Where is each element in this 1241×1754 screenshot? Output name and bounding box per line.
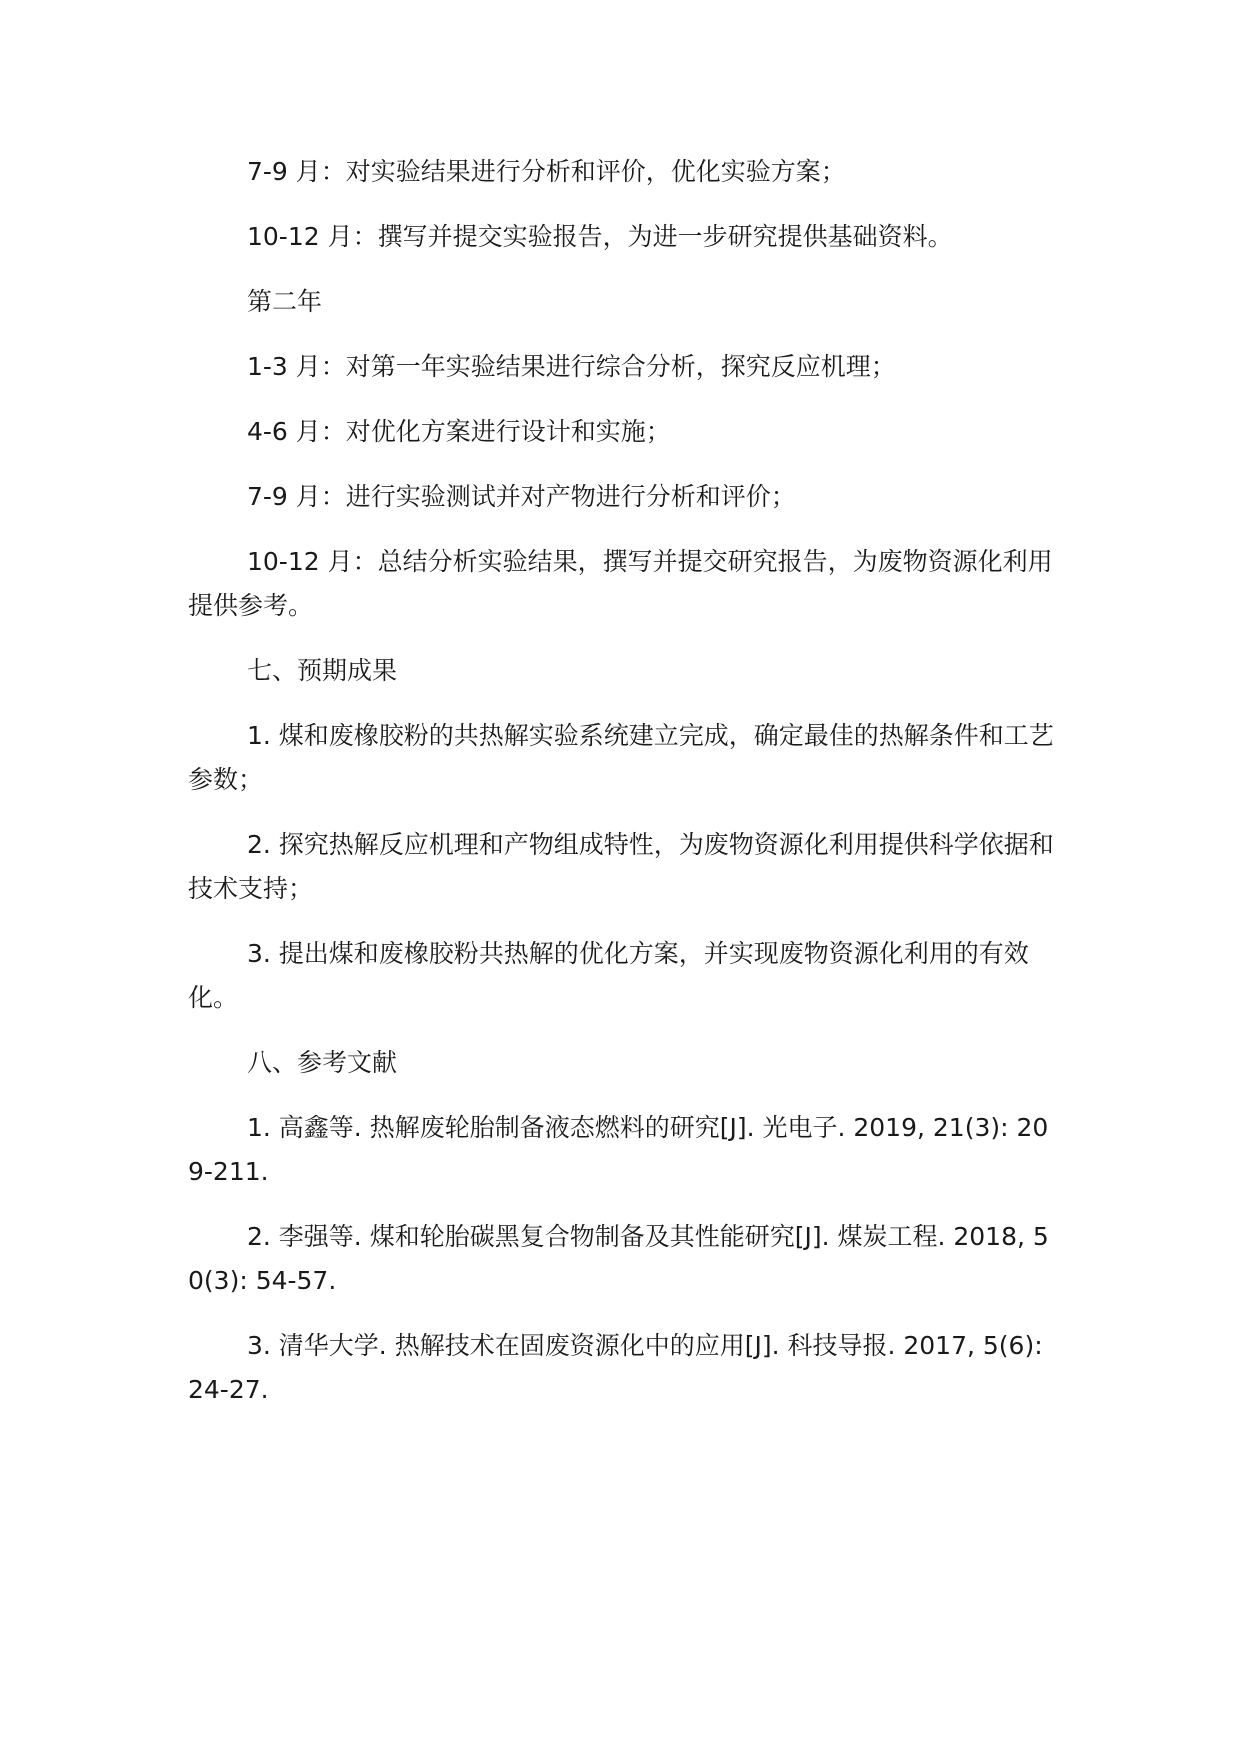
document-body [188, 150, 1058, 1433]
expected-result-item: 2. 探究热解反应机理和产物组成特性，为废物资源化利用提供科学依据和技术支持； [188, 830, 1054, 903]
schedule-item-y2-q2: 4-6 月：对优化方案进行设计和实施； [247, 417, 671, 446]
reference-item: 2. 李强等. 煤和轮胎碳黑复合物制备及其性能研究[J]. 煤炭工程. 2018, 50(3): 54-57. [188, 1222, 1049, 1295]
schedule-item-y1-q3: 7-9 月：对实验结果进行分析和评价，优化实验方案； [247, 157, 846, 186]
expected-result-item: 1. 煤和废橡胶粉的共热解实验系统建立完成，确定最佳的热解条件和工艺参数； [188, 721, 1054, 794]
reference-item: 3. 清华大学. 热解技术在固废资源化中的应用[J]. 科技导报. 2017, 5(6): 24-27. [188, 1331, 1043, 1404]
references-heading: 八、参考文献 [247, 1048, 398, 1077]
expected-results-heading: 七、预期成果 [247, 656, 398, 685]
schedule-item-y2-q3: 7-9 月：进行实验测试并对产物进行分析和评价； [247, 482, 796, 511]
year-two-heading: 第二年 [247, 287, 323, 316]
reference-item: 1. 高鑫等. 热解废轮胎制备液态燃料的研究[J]. 光电子. 2019, 21(3): 209-211. [188, 1113, 1049, 1186]
schedule-item-y2-q4: 10-12 月：总结分析实验结果，撰写并提交研究报告，为废物资源化利用提供参考。 [188, 547, 1053, 620]
expected-result-item: 3. 提出煤和废橡胶粉共热解的优化方案，并实现废物资源化利用的有效化。 [188, 939, 1029, 1012]
schedule-item-y2-q1: 1-3 月：对第一年实验结果进行综合分析，探究反应机理； [247, 352, 896, 381]
schedule-item-y1-q4: 10-12 月：撰写并提交实验报告，为进一步研究提供基础资料。 [247, 222, 953, 251]
